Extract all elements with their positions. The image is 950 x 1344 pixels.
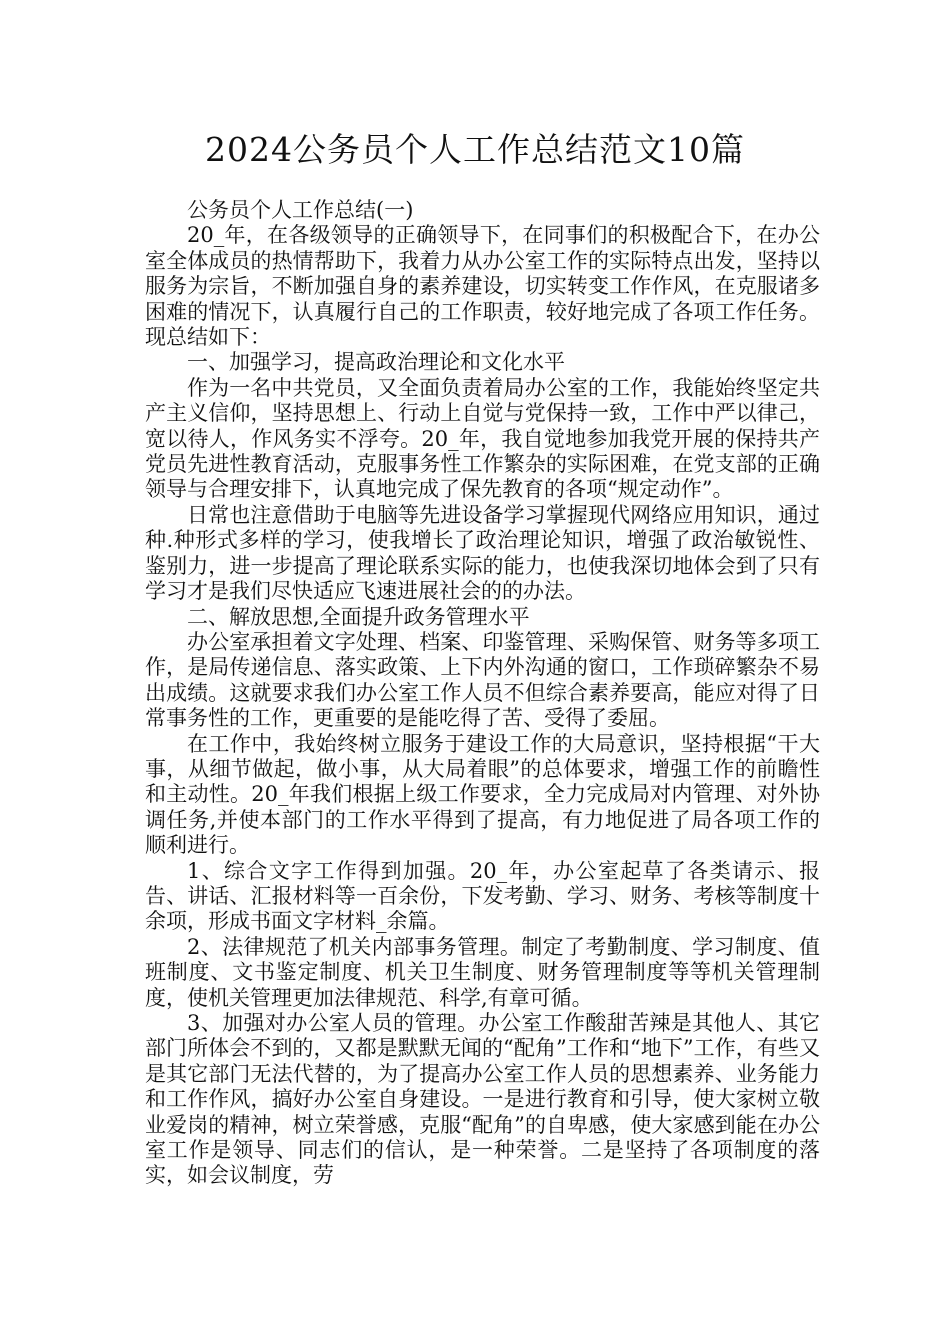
section-heading-part-1: 公务员个人工作总结(一): [187, 198, 414, 222]
document-title: 2024公务员个人工作总结范文10篇: [205, 130, 745, 169]
body-paragraph-intro: 20_年，在各级领导的正确领导下，在同事们的积极配合下，在办公室全体成员的热情帮助下，我着力从办公室工作的实际特点出发，坚持以服务为宗旨，不断加强自身的素养建设，切实转变工作作风，在克服诸多困难的情况下，认真履行自己的工作职责，较好地完成了各项工作任务。现总结如下：: [145, 223, 820, 350]
body-paragraph: 办公室承担着文字处理、档案、印鉴管理、采购保管、财务等多项工作，是局传递信息、落实政策、上下内外沟通的窗口，工作琐碎繁杂不易出成绩。这就要求我们办公室工作人员不但综合素养要高，能应对得了日常事务性的工作，更重要的是能吃得了苦、受得了委屈。: [145, 629, 820, 731]
section-heading-management: 二、解放思想,全面提升政务管理水平: [187, 604, 530, 629]
body-paragraph: 日常也注意借助于电脑等先进设备学习掌握现代网络应用知识，通过种.种形式多样的学习，使我增长了政治理论知识，增强了政治敏锐性、鉴别力，进一步提高了理论联系实际的能力，也使我深切地体会到了只有学习才是我们尽快适应飞速进展社会的的办法。: [145, 502, 820, 604]
document-body: [145, 198, 820, 1189]
section-heading-study: 一、加强学习，提高政治理论和文化水平: [187, 350, 565, 375]
list-item-paragraph: 1、综合文字工作得到加强。20_年，办公室起草了各类请示、报告、讲话、汇报材料等一百余份，下发考勤、学习、财务、考核等制度十余项，形成书面文字材料_余篇。: [145, 858, 820, 934]
list-item-paragraph: 3、加强对办公室人员的管理。办公室工作酸甜苦辣是其他人、其它部门所体会不到的，又都是默默无闻的“配角”工作和“地下”工作，有些又是其它部门无法代替的，为了提高办公室工作人员的思想素养、业务能力和工作作风，搞好办公室自身建设。一是进行教育和引导，使大家树立敬业爱岗的精神，树立荣誉感，克服“配角”的自卑感，使大家感到能在办公室工作是领导、同志们的信认，是一种荣誉。二是坚持了各项制度的落实，如会议制度，劳: [145, 1011, 820, 1188]
body-paragraph: 作为一名中共党员，又全面负责着局办公室的工作，我能始终坚定共产主义信仰，坚持思想上、行动上自觉与党保持一致，工作中严以律己，宽以待人，作风务实不浮夸。20_年，我自觉地参加我党开展的保持共产党员先进性教育活动，克服事务性工作繁杂的实际困难，在党支部的正确领导与合理安排下，认真地完成了保先教育的各项“规定动作”。: [145, 375, 820, 502]
list-item-paragraph: 2、法律规范了机关内部事务管理。制定了考勤制度、学习制度、值班制度、文书鉴定制度、机关卫生制度、财务管理制度等等机关管理制度，使机关管理更加法律规范、科学,有章可循。: [145, 934, 820, 1010]
body-paragraph: 在工作中，我始终树立服务于建设工作的大局意识，坚持根据“干大事，从细节做起，做小事，从大局着眼”的总体要求，增强工作的前瞻性和主动性。20_年我们根据上级工作要求，全力完成局对内管理、对外协调任务,并使本部门的工作水平得到了提高，有力地促进了局各项工作的顺利进行。: [145, 731, 820, 858]
